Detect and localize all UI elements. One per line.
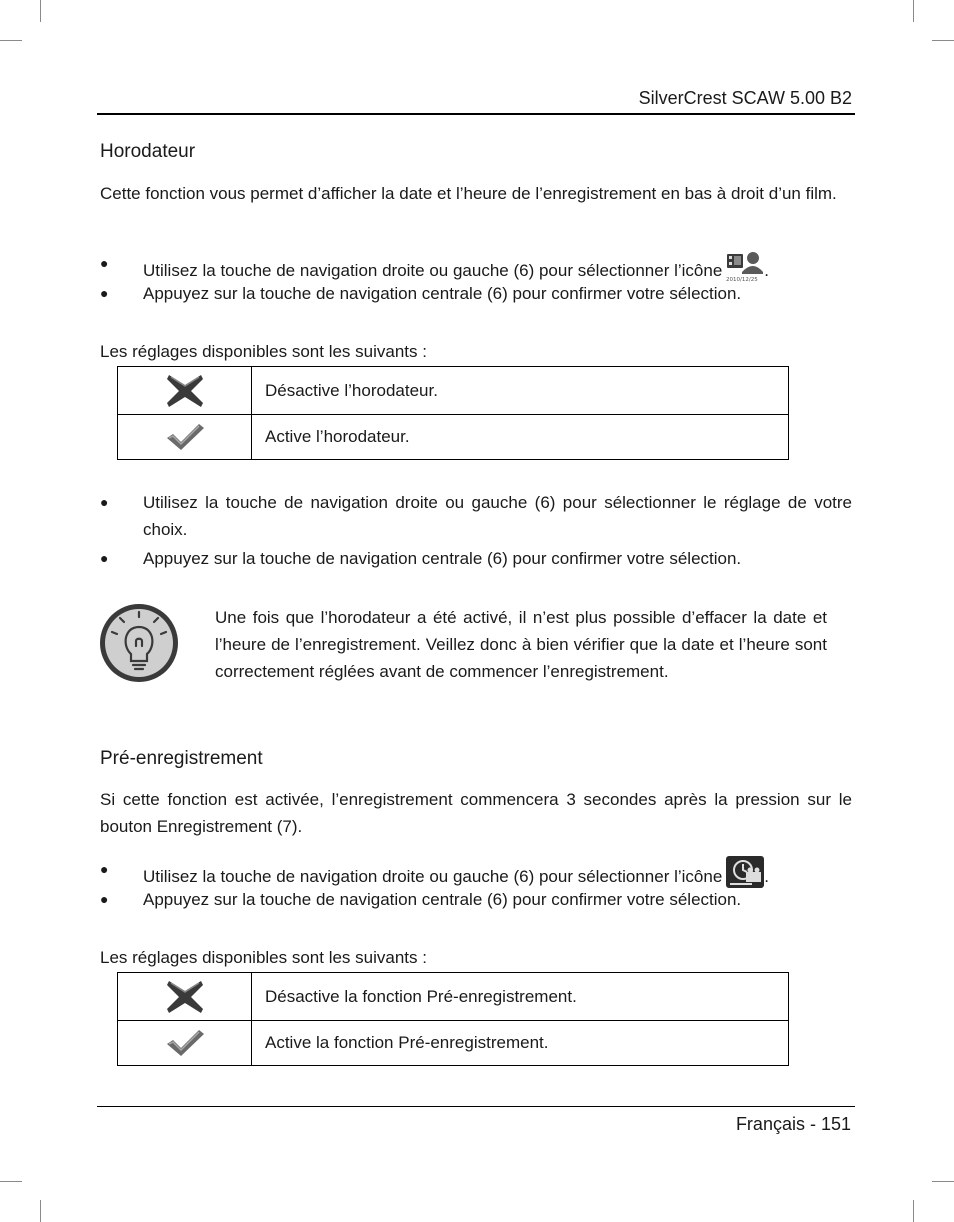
section-heading-horodateur: Horodateur bbox=[100, 141, 196, 162]
setting-icon-cell bbox=[118, 1021, 252, 1066]
list-item: ● Utilisez la touche de navigation droite ou gauche (6) pour sélectionner l’icône 2010/12/25 . bbox=[100, 250, 852, 284]
page-number: Français - 151 bbox=[735, 1114, 851, 1134]
crop-mark bbox=[0, 40, 22, 41]
table-row bbox=[118, 1021, 789, 1066]
document-title: SilverCrest SCAW 5.00 B2 bbox=[638, 88, 852, 108]
list-item bbox=[100, 489, 852, 543]
step-text: Appuyez sur la touche de navigation centrale (6) pour confirmer votre sélection. bbox=[143, 890, 742, 909]
header-rule bbox=[97, 113, 855, 115]
step-text: Appuyez sur la touche de navigation centrale (6) pour confirmer votre sélection. bbox=[143, 549, 742, 568]
setting-icon-cell bbox=[118, 367, 252, 415]
table-row bbox=[118, 415, 789, 460]
crop-mark bbox=[40, 1200, 41, 1222]
list-item bbox=[100, 545, 852, 572]
step-text: Utilisez la touche de navigation droite ou gauche (6) pour sélectionner le réglage de votre choix. bbox=[143, 493, 852, 539]
list-item bbox=[100, 886, 852, 913]
settings-intro: Les réglages disponibles sont les suivants : bbox=[100, 948, 427, 967]
pre-record-icon bbox=[726, 856, 764, 888]
bullet-dot: ● bbox=[100, 891, 109, 907]
step-text: Utilisez la touche de navigation droite ou gauche (6) pour sélectionner l’icône bbox=[143, 261, 723, 280]
table-row bbox=[118, 973, 789, 1021]
bullet-dot: ● bbox=[100, 255, 109, 271]
svg-text:2010/12/25: 2010/12/25 bbox=[726, 277, 758, 282]
crop-mark bbox=[913, 0, 914, 22]
section-intro: Cette fonction vous permet d’afficher la date et l’heure de l’enregistrement en bas à droit d’un film. bbox=[100, 184, 837, 203]
setting-label: Désactive l’horodateur. bbox=[252, 367, 789, 415]
setting-icon-cell bbox=[118, 415, 252, 460]
step-text: Utilisez la touche de navigation droite ou gauche (6) pour sélectionner l’icône bbox=[143, 867, 723, 886]
setting-icon-cell bbox=[118, 973, 252, 1021]
crop-mark bbox=[932, 1181, 954, 1182]
settings-table bbox=[117, 972, 789, 1066]
bullet-dot: ● bbox=[100, 494, 109, 510]
list-item: ● Utilisez la touche de navigation droite ou gauche (6) pour sélectionner l’icône . bbox=[100, 856, 852, 890]
setting-label: Active l’horodateur. bbox=[252, 415, 789, 460]
crop-mark bbox=[40, 0, 41, 22]
crop-mark bbox=[913, 1200, 914, 1222]
timestamp-icon bbox=[726, 250, 764, 282]
lightbulb-icon bbox=[98, 601, 182, 685]
crop-mark bbox=[932, 40, 954, 41]
footer-rule bbox=[97, 1106, 855, 1107]
settings-intro: Les réglages disponibles sont les suivants : bbox=[100, 342, 427, 361]
page-header bbox=[97, 86, 855, 110]
table-row bbox=[118, 367, 789, 415]
section-heading-pre-enregistrement: Pré-enregistrement bbox=[100, 748, 263, 769]
crop-mark bbox=[0, 1181, 22, 1182]
step-text: Appuyez sur la touche de navigation centrale (6) pour confirmer votre sélection. bbox=[143, 284, 742, 303]
note-text: Une fois que l’horodateur a été activé, il n’est plus possible d’effacer la date et l’heure de l’enregistrement. Veillez donc à bien vérifier que la date et l’heure sont correctement réglées avant de commencer l’enregistrement. bbox=[215, 608, 827, 681]
check-icon bbox=[165, 1028, 205, 1058]
list-item bbox=[100, 280, 852, 307]
section-intro: Si cette fonction est activée, l’enregistrement commencera 3 secondes après la pression sur le bouton Enregistrement (7). bbox=[100, 790, 852, 836]
check-icon bbox=[165, 422, 205, 452]
settings-table bbox=[117, 366, 789, 460]
setting-label: Active la fonction Pré-enregistrement. bbox=[252, 1021, 789, 1066]
bullet-dot: ● bbox=[100, 285, 109, 301]
bullet-dot: ● bbox=[100, 861, 109, 877]
cross-icon bbox=[165, 979, 205, 1015]
cross-icon bbox=[165, 373, 205, 409]
bullet-dot: ● bbox=[100, 550, 109, 566]
setting-label: Désactive la fonction Pré-enregistrement. bbox=[252, 973, 789, 1021]
